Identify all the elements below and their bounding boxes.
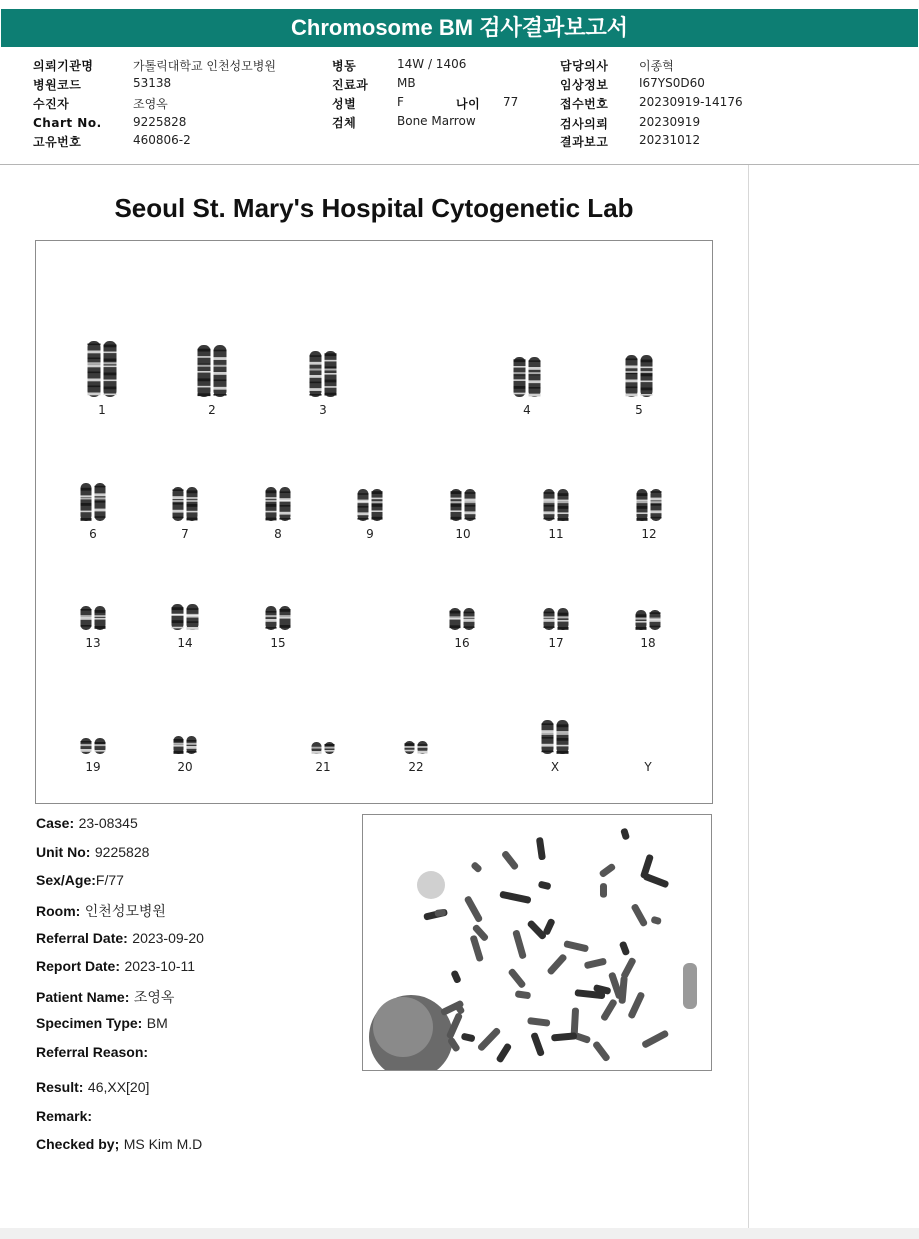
info-value-hospital-code: 53138 xyxy=(133,76,172,90)
chromatid-icon xyxy=(187,736,197,754)
chromatid-icon xyxy=(450,608,461,630)
metaphase-chromosome-icon xyxy=(619,941,631,957)
chromatid-icon xyxy=(88,341,101,397)
chromosome-label: Y xyxy=(644,760,652,774)
metaphase-chromosome-icon xyxy=(530,1032,545,1057)
chromatid-icon xyxy=(544,489,555,521)
chromosome-label: 6 xyxy=(89,527,97,541)
chromosome-label: 5 xyxy=(635,403,643,417)
metaphase-chromosome-icon xyxy=(592,1040,611,1062)
chromosome-pair-9 xyxy=(358,489,383,521)
chromatid-icon xyxy=(558,489,569,521)
info-label-hospital-code: 병원코드 xyxy=(33,78,82,92)
chromosome-label: 13 xyxy=(85,636,101,650)
chromosome-pair-18 xyxy=(636,610,661,630)
metaphase-chromosome-icon xyxy=(650,916,662,926)
metaphase-chromosome-icon xyxy=(507,968,526,990)
detail-value: 9225828 xyxy=(94,844,150,860)
detail-label: Room: xyxy=(36,903,81,919)
lab-title: Seoul St. Mary's Hospital Cytogenetic Lab xyxy=(114,193,634,223)
chromosome-label: 9 xyxy=(366,527,374,541)
detail-value: 23-08345 xyxy=(78,815,138,831)
info-value-clinical-info: I67YS0D60 xyxy=(639,76,705,90)
detail-unit-no xyxy=(36,844,149,861)
metaphase-chromosome-icon xyxy=(584,957,607,969)
info-label-request-date: 검사의뢰 xyxy=(560,117,609,131)
chromatid-icon xyxy=(637,489,648,521)
detail-value: 2023-10-11 xyxy=(124,958,196,974)
metaphase-spread xyxy=(363,815,711,1070)
chromosome-label: 10 xyxy=(455,527,471,541)
info-value-ward: 14W / 1406 xyxy=(397,57,467,71)
info-value-physician: 이종혁 xyxy=(639,59,674,73)
chromosome-pair-14 xyxy=(172,604,199,630)
info-label-patient: 수진자 xyxy=(33,97,70,111)
chromosome-label: 17 xyxy=(548,636,564,650)
chromosome-pair-13 xyxy=(81,606,106,630)
detail-value: 인천성모병원 xyxy=(84,903,166,919)
detail-label: Report Date: xyxy=(36,958,121,974)
chromatid-icon xyxy=(280,487,291,521)
chromosome-label: 14 xyxy=(177,636,193,650)
chromosome-label: 4 xyxy=(523,403,531,417)
metaphase-chromosome-icon xyxy=(546,953,568,976)
detail-checked-by xyxy=(36,1136,202,1153)
chromatid-icon xyxy=(544,608,555,630)
chromosome-pair-17 xyxy=(544,608,569,630)
detail-label: Referral Date: xyxy=(36,930,128,946)
detail-label: Result: xyxy=(36,1079,84,1095)
chromosome-label: 22 xyxy=(408,760,424,774)
chromatid-icon xyxy=(405,741,415,754)
detail-report-date xyxy=(36,958,195,975)
detail-case xyxy=(36,815,138,832)
chromatid-icon xyxy=(198,345,211,397)
chromosome-pair-22 xyxy=(405,741,428,754)
metaphase-chromosome-icon xyxy=(450,970,462,984)
detail-result xyxy=(36,1079,149,1096)
chromosome-label: 21 xyxy=(315,760,331,774)
metaphase-chromosome-icon xyxy=(600,998,618,1022)
chromosome-pair-4 xyxy=(514,357,541,397)
detail-referral-reason xyxy=(36,1044,148,1061)
info-label-report-date: 결과보고 xyxy=(560,135,609,149)
detail-value: 2023-09-20 xyxy=(132,930,204,946)
chromatid-icon xyxy=(214,345,227,397)
chromatid-icon xyxy=(104,341,117,397)
chromatid-icon xyxy=(187,604,199,630)
chromosome-label: 18 xyxy=(640,636,656,650)
detail-label: Unit No: xyxy=(36,844,91,860)
chromatid-icon xyxy=(266,606,277,630)
debris-icon xyxy=(417,871,445,899)
info-label-sex: 성별 xyxy=(332,97,357,111)
patient-info-header xyxy=(0,52,919,165)
chromatid-icon xyxy=(312,742,322,754)
info-value-department: MB xyxy=(397,76,416,90)
info-label-ward: 병동 xyxy=(332,59,357,73)
metaphase-chromosome-icon xyxy=(461,1033,476,1043)
info-label-clinical-info: 임상정보 xyxy=(560,78,609,92)
chromosome-pair-20 xyxy=(174,736,197,754)
metaphase-chromosome-icon xyxy=(642,872,669,888)
chromosome-pair-10 xyxy=(451,489,476,521)
detail-label: Patient Name: xyxy=(36,989,130,1005)
info-label-receipt-no: 접수번호 xyxy=(560,97,609,111)
chromatid-icon xyxy=(358,489,369,521)
metaphase-chromosome-icon xyxy=(600,883,607,898)
chromatid-icon xyxy=(266,487,277,521)
metaphase-chromosome-icon xyxy=(542,918,555,936)
chromosome-pair-12 xyxy=(637,489,662,521)
metaphase-image xyxy=(362,814,712,1071)
chromosome-label: 11 xyxy=(548,527,564,541)
info-label-specimen: 검체 xyxy=(332,116,357,130)
chromatid-icon xyxy=(641,355,653,397)
chromosome-pair-7 xyxy=(173,487,198,521)
info-value-age: 77 xyxy=(503,95,519,109)
metaphase-chromosome-icon xyxy=(527,1017,550,1027)
chromatid-icon xyxy=(187,487,198,521)
chromatid-icon xyxy=(95,606,106,630)
info-label-age: 나이 xyxy=(456,97,481,111)
detail-label: Case: xyxy=(36,815,75,831)
metaphase-chromosome-icon xyxy=(538,880,552,890)
chromatid-icon xyxy=(542,720,554,754)
chromatid-icon xyxy=(174,736,184,754)
chromatid-icon xyxy=(81,738,92,754)
chromosome-pair-15 xyxy=(266,606,291,630)
chromatid-icon xyxy=(558,608,569,630)
chromosome-label: 20 xyxy=(177,760,193,774)
info-label-chart-no: Chart No. xyxy=(33,116,102,130)
chromatid-icon xyxy=(651,489,662,521)
chromosome-label: X xyxy=(550,760,560,774)
karyogram-panel xyxy=(35,240,713,804)
info-value-receipt-no: 20230919-14176 xyxy=(639,95,743,109)
chromosome-pair-8 xyxy=(266,487,291,521)
nucleus-texture-icon xyxy=(373,997,433,1057)
chromatid-icon xyxy=(529,357,541,397)
chromatid-icon xyxy=(418,741,428,754)
chromosome-label: 12 xyxy=(641,527,657,541)
info-value-chart-no: 9225828 xyxy=(133,115,187,129)
chromosome-label: 7 xyxy=(181,527,189,541)
chromosome-label: 15 xyxy=(270,636,286,650)
chromosome-pair-1 xyxy=(88,341,117,397)
detail-value: MS Kim M.D xyxy=(123,1136,203,1152)
chromatid-icon xyxy=(325,351,337,397)
chromosome-label: 19 xyxy=(85,760,101,774)
info-label-department: 진료과 xyxy=(332,78,369,92)
chromatid-icon xyxy=(650,610,661,630)
info-value-institution: 가톨릭대학교 인천성모병원 xyxy=(133,59,276,73)
detail-value: 조영옥 xyxy=(133,989,175,1005)
chromosome-pair-2 xyxy=(198,345,227,397)
chromatid-icon xyxy=(514,357,526,397)
detail-value: BM xyxy=(146,1015,168,1031)
detail-label: Specimen Type: xyxy=(36,1015,143,1031)
detail-label: Referral Reason: xyxy=(36,1044,149,1060)
chromatid-icon xyxy=(372,489,383,521)
detail-patient-name xyxy=(36,987,174,1007)
chromatid-icon xyxy=(310,351,322,397)
chromosome-label: 2 xyxy=(208,403,216,417)
info-value-sex: F xyxy=(397,95,404,109)
metaphase-chromosome-icon xyxy=(470,861,483,874)
metaphase-chromosome-icon xyxy=(464,895,484,923)
detail-value: F/77 xyxy=(95,872,124,888)
chromosome-label: 8 xyxy=(274,527,282,541)
metaphase-chromosome-icon xyxy=(495,1042,512,1063)
metaphase-chromosome-icon xyxy=(501,850,520,871)
info-value-report-date: 20231012 xyxy=(639,133,701,147)
metaphase-chromosome-icon xyxy=(620,828,630,841)
chromosome-pair-X xyxy=(542,720,569,754)
info-value-unique-no: 460806-2 xyxy=(133,133,191,147)
metaphase-chromosome-icon xyxy=(630,903,648,928)
info-label-institution: 의뢰기관명 xyxy=(33,59,94,73)
chromosome-label: 16 xyxy=(454,636,470,650)
chromosome-pair-21 xyxy=(312,742,335,754)
chromatid-icon xyxy=(557,720,569,754)
detail-label: Checked by; xyxy=(36,1136,120,1152)
detail-label: Sex/Age: xyxy=(36,872,96,888)
detail-sex-age xyxy=(36,872,124,889)
chromatid-icon xyxy=(464,608,475,630)
metaphase-chromosome-icon xyxy=(499,891,531,904)
metaphase-chromosome-icon xyxy=(627,991,645,1019)
metaphase-chromosome-icon xyxy=(512,929,527,959)
detail-label: Remark: xyxy=(36,1108,93,1124)
chromosome-pair-19 xyxy=(81,738,106,754)
chromatid-icon xyxy=(81,606,92,630)
detail-referral-date xyxy=(36,930,204,947)
chromosome-pair-11 xyxy=(544,489,569,521)
metaphase-chromosome-icon xyxy=(477,1027,502,1052)
metaphase-chromosome-icon xyxy=(641,1029,669,1049)
info-value-request-date: 20230919 xyxy=(639,115,701,129)
metaphase-chromosome-icon xyxy=(536,837,546,861)
chromatid-icon xyxy=(81,483,92,521)
chromatid-icon xyxy=(451,489,462,521)
report-sheet xyxy=(0,165,749,1228)
chromatid-icon xyxy=(626,355,638,397)
info-label-unique-no: 고유번호 xyxy=(33,135,82,149)
chromatid-icon xyxy=(95,738,106,754)
chromosome-pair-16 xyxy=(450,608,475,630)
chromatid-icon xyxy=(325,742,335,754)
metaphase-chromosome-icon xyxy=(618,976,627,1004)
metaphase-chromosome-icon xyxy=(598,863,616,879)
metaphase-chromosome-icon xyxy=(551,1032,577,1041)
detail-value: 46,XX[20] xyxy=(87,1079,150,1095)
chromosome-pair-5 xyxy=(626,355,653,397)
chromatid-icon xyxy=(172,604,184,630)
chromosome-label: 3 xyxy=(319,403,327,417)
report-title: Chromosome BM 검사결과보고서 xyxy=(1,9,918,47)
metaphase-chromosome-icon xyxy=(515,990,531,999)
chromatid-icon xyxy=(173,487,184,521)
detail-remark xyxy=(36,1108,92,1125)
chromatid-icon xyxy=(280,606,291,630)
chromatid-icon xyxy=(95,483,106,521)
chromatid-icon xyxy=(636,610,647,630)
fragment-icon xyxy=(683,963,697,1009)
chromosome-pair-3 xyxy=(310,351,337,397)
chromosome-label: 1 xyxy=(98,403,106,417)
info-value-patient: 조영옥 xyxy=(133,97,168,111)
metaphase-chromosome-icon xyxy=(563,940,589,952)
info-label-physician: 담당의사 xyxy=(560,59,609,73)
detail-room xyxy=(36,901,166,921)
chromosome-pair-6 xyxy=(81,483,106,521)
chromatid-icon xyxy=(465,489,476,521)
detail-specimen-type xyxy=(36,1015,168,1032)
info-value-specimen: Bone Marrow xyxy=(397,114,476,128)
